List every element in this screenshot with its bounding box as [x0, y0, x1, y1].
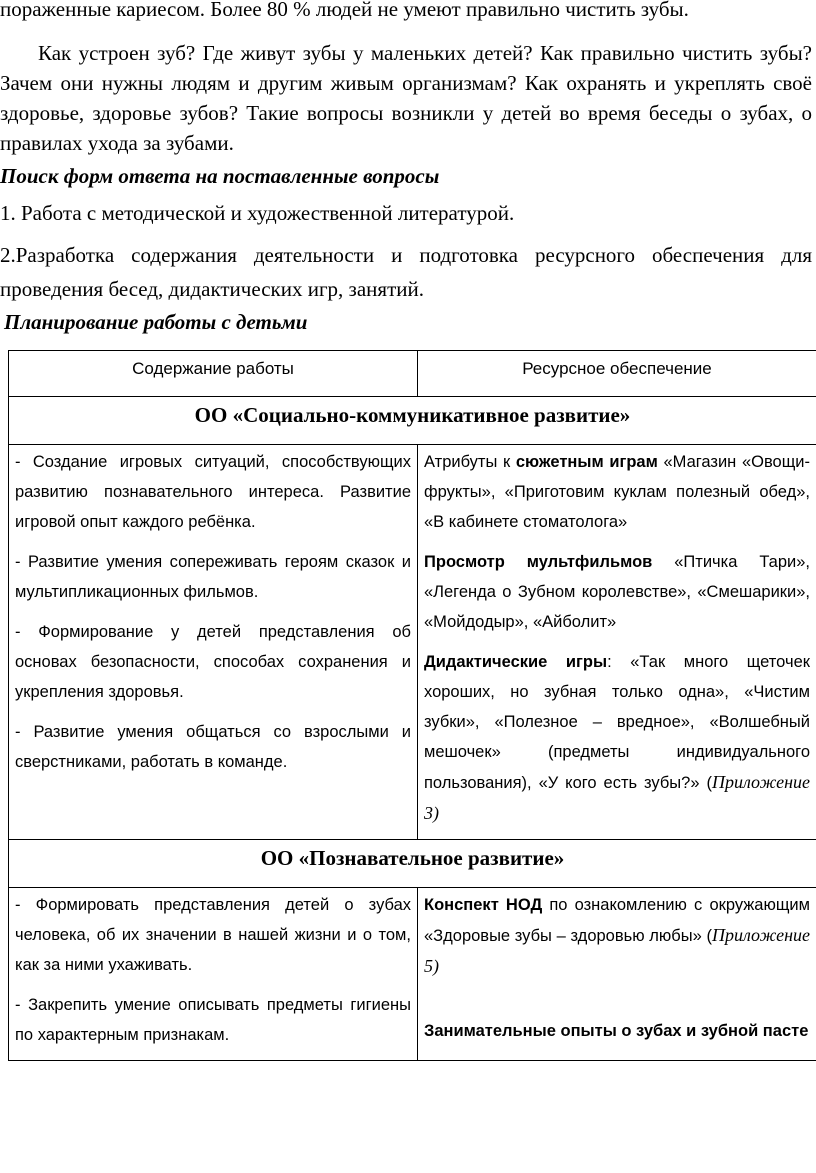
- list-item-2: 2.Разработка содержания деятельности и подготовка ресурсного обеспечения для проведения бесед, дидактических игр, занятий.: [0, 243, 812, 301]
- resource-bold-label: Просмотр мультфильмов: [424, 553, 653, 571]
- resource-didactic-games: [424, 647, 810, 829]
- content-cell-social: [9, 445, 418, 840]
- column-header-resources: Ресурсное обеспечение: [418, 351, 816, 397]
- resource-bold-label: сюжетным играм: [515, 453, 658, 471]
- resource-prefix: Атрибуты к: [424, 453, 516, 471]
- intro-line: пораженные кариесом. Более 80 % людей не умеют правильно чистить зубы.: [0, 0, 689, 21]
- appendix-reference: Приложение 5): [424, 925, 810, 976]
- section-heading-search: Поиск форм ответа на поставленные вопросы: [0, 164, 440, 188]
- section-row-social: [9, 397, 816, 445]
- resource-bold-label: Дидактические игры: [424, 653, 608, 671]
- table-row: [9, 888, 816, 1061]
- section-heading-planning: Планирование работы с детьми: [4, 310, 308, 334]
- column-header-content: Содержание работы: [9, 351, 418, 397]
- resource-text: : «Так много щеточек хороших, но зубная только одна», «Чистим зубки», «Полезное – вредное», «Волшебный мешочек» (предметы индивидуального пользования), «У кого есть зубы?» (: [424, 653, 810, 792]
- resource-story-games: [424, 447, 810, 537]
- list-item: - Развитие умения общаться со взрослыми и сверстниками, работать в команде.: [15, 723, 411, 771]
- list-item: - Закрепить умение описывать предметы гигиены по характерным признакам.: [15, 996, 411, 1044]
- list-item: - Создание игровых ситуаций, способствующих развитию познавательного интереса. Развитие игровой опыт каждого ребёнка.: [15, 453, 411, 531]
- section-title-cognitive: ОО «Познавательное развитие»: [9, 840, 816, 888]
- resource-cell-social: [418, 445, 816, 840]
- content-cell-cognitive: [9, 888, 418, 1061]
- spacer: [424, 992, 810, 1016]
- appendix-reference: Приложение 3): [424, 772, 810, 823]
- resource-lesson-plan: [424, 890, 810, 982]
- list-item: - Формировать представления детей о зубах человека, об их значении в нашей жизни и о том, как за ними ухаживать.: [15, 896, 411, 974]
- resource-text: «Птичка Тари», «Легенда о Зубном королевстве», «Смешарики», «Мойдодыр», «Айболит»: [424, 553, 810, 631]
- table-header-row: [9, 351, 816, 397]
- table-row: [9, 445, 816, 840]
- resource-cell-cognitive: [418, 888, 816, 1061]
- resource-text: по ознакомлению с окружающим «Здоровые зубы – здоровью любы» (: [424, 896, 810, 945]
- resource-cartoons: [424, 547, 810, 637]
- section-title-social: ОО «Социально-коммуникативное развитие»: [9, 397, 816, 445]
- planning-table: [8, 350, 816, 1061]
- list-item: - Развитие умения сопереживать героям сказок и мультипликационных фильмов.: [15, 553, 411, 601]
- resource-experiments: Занимательные опыты о зубах и зубной пасте: [424, 1022, 809, 1040]
- list-item-1: 1. Работа с методической и художественной литературой.: [0, 201, 515, 225]
- resource-text: «Магазин «Овощи-фрукты», «Приготовим куклам полезный обед», «В кабинете стоматолога»: [424, 453, 810, 531]
- intro-paragraph: Как устроен зуб? Где живут зубы у маленьких детей? Как правильно чистить зубы? Зачем они нужны людям и другим живым организмам? Как охранять и укреплять своё здоровье, здоровье зубов? Такие вопросы возникли у детей во время беседы о зубах, о правилах ухода за зубами.: [0, 41, 812, 155]
- list-item: - Формирование у детей представления об основах безопасности, способах сохранения и укрепления здоровья.: [15, 623, 411, 701]
- section-row-cognitive: [9, 840, 816, 888]
- resource-bold-label: Конспект НОД: [424, 896, 543, 914]
